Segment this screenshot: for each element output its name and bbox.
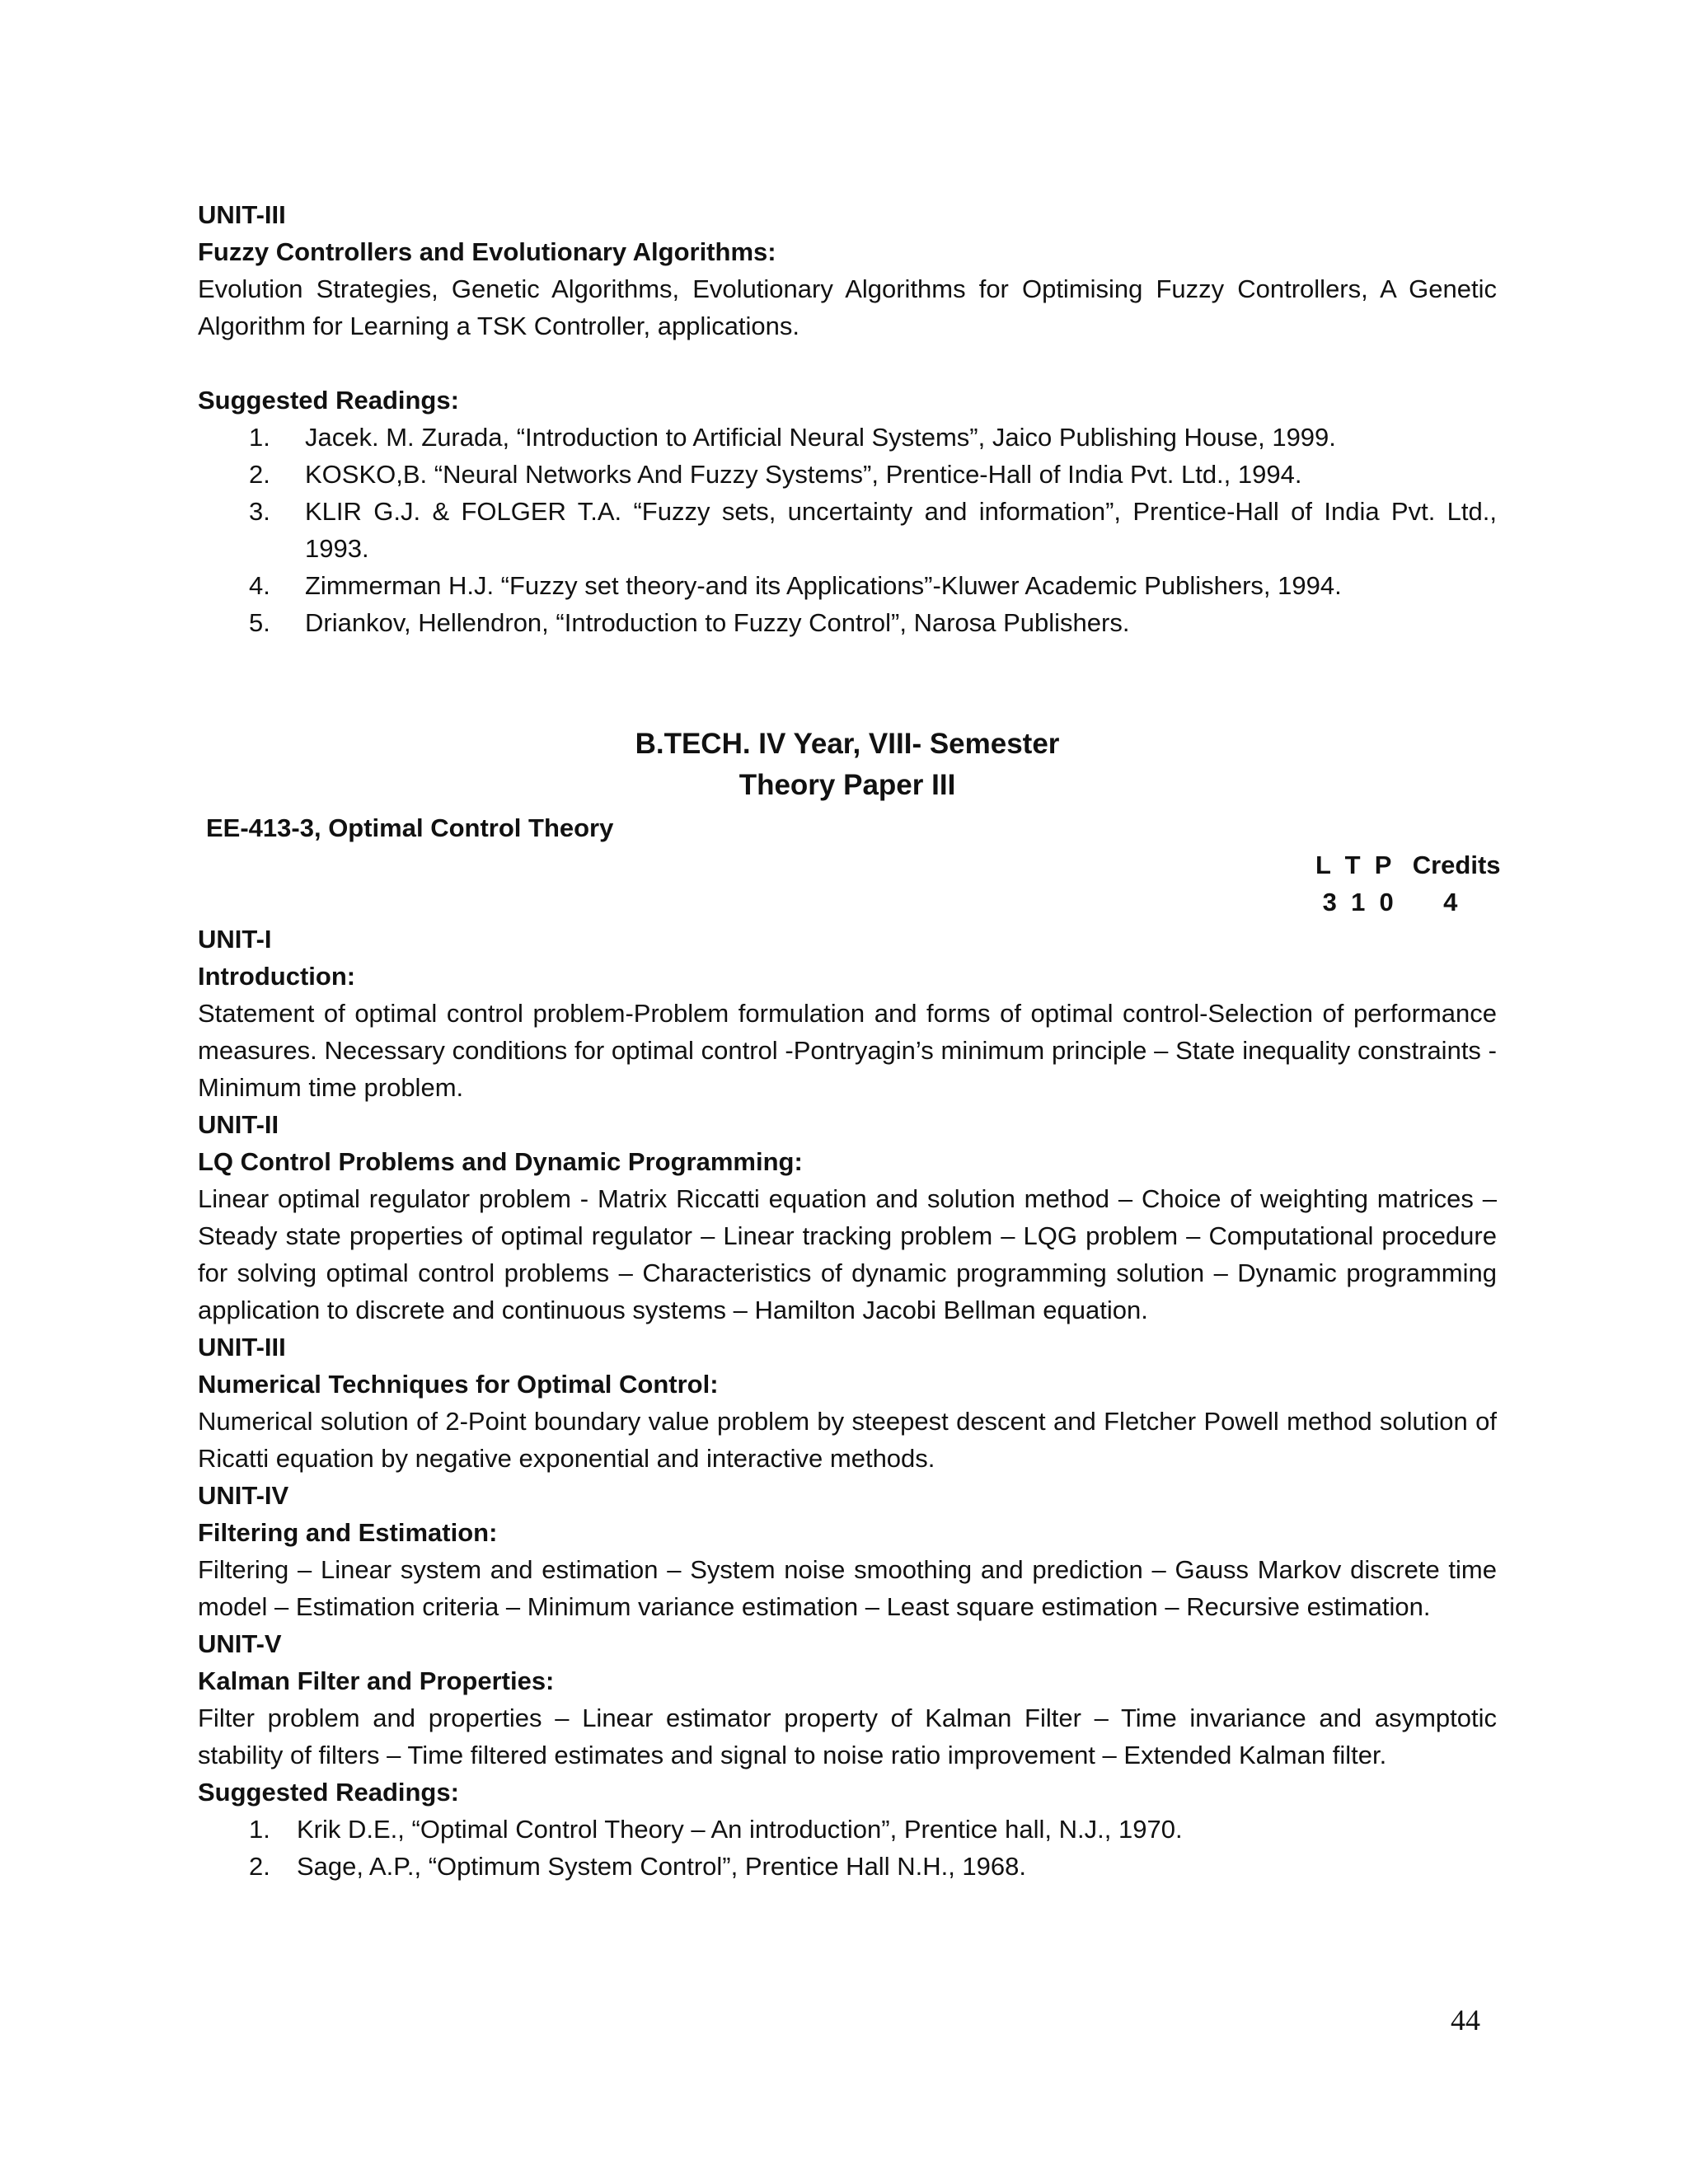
unit-4-label: UNIT-IV [198, 1481, 289, 1510]
readings-1-list [198, 419, 1497, 641]
unit-2-label: UNIT-II [198, 1110, 279, 1139]
course-title: EE-413-3, Optimal Control Theory [206, 813, 614, 842]
unit-1-label: UNIT-I [198, 925, 272, 954]
ltp-values: 3 1 0 4 [1315, 888, 1458, 916]
list-item: 1. Krik D.E., “Optimal Control Theory – An introduction”, Prentice hall, N.J., 1970. [249, 1815, 1183, 1844]
list-item: 2. KOSKO,B. “Neural Networks And Fuzzy Systems”, Prentice-Hall of India Pvt. Ltd., 1994. [249, 460, 1302, 489]
unit-2-body: Linear optimal regulator problem - Matrix Riccatti equation and solution method – Choice of weighting matrices – Steady state properties of optimal regulator – Linear tracking problem – LQG problem – Computational procedure for solving optimal control problems – Characteristics of dynamic programming solution – Dynamic programming application to discrete and continuous systems – Hamilton Jacobi Bellman equation. [198, 1184, 1497, 1324]
document-page [198, 196, 1501, 1885]
list-item: 3. KLIR G.J. & FOLGER T.A. “Fuzzy sets, uncertainty and information”, Prentice-Hall of India Pvt. Ltd., 1993. [249, 497, 1497, 563]
paper-heading: Theory Paper III [738, 769, 956, 801]
ltp-header: L T P Credits [1315, 851, 1501, 879]
unit-2-title: LQ Control Problems and Dynamic Programming: [198, 1147, 803, 1176]
unit-5-title: Kalman Filter and Properties: [198, 1666, 555, 1695]
unit-4-body: Filtering – Linear system and estimation – System noise smoothing and prediction – Gauss Markov discrete time model – Estimation criteria – Minimum variance estimation – Least square estimation – Recursive estimation. [198, 1555, 1497, 1621]
list-item: 5. Driankov, Hellendron, “Introduction to Fuzzy Control”, Narosa Publishers. [249, 608, 1130, 637]
readings-2-list [198, 1811, 1497, 1885]
list-item: 2. Sage, A.P., “Optimum System Control”, Prentice Hall N.H., 1968. [249, 1852, 1026, 1881]
unit-1-title: Introduction: [198, 962, 356, 991]
unit-5-label: UNIT-V [198, 1629, 282, 1658]
unit-3b-title: Numerical Techniques for Optimal Control: [198, 1370, 719, 1399]
unit-3b-label: UNIT-III [198, 1333, 286, 1361]
page-number: 44 [1451, 2004, 1480, 2036]
unit-5-body: Filter problem and properties – Linear estimator property of Kalman Filter – Time invariance and asymptotic stability of filters – Time filtered estimates and signal to noise ratio improvement – Extended Kalman filter. [198, 1704, 1497, 1769]
unit-1-body: Statement of optimal control problem-Problem formulation and forms of optimal control-Selection of performance measures. Necessary conditions for optimal control -Pontryagin’s minimum principle – State inequality constraints - Minimum time problem. [198, 999, 1497, 1102]
unit-3b-body: Numerical solution of 2-Point boundary value problem by steepest descent and Fletcher Powell method solution of Ricatti equation by negative exponential and interactive methods. [198, 1407, 1497, 1473]
unit-3a-body: Evolution Strategies, Genetic Algorithms, Evolutionary Algorithms for Optimising Fuzzy Controllers, A Genetic Algorithm for Learning a TSK Controller, applications. [198, 274, 1497, 340]
readings-1-title: Suggested Readings: [198, 386, 459, 415]
unit-4-title: Filtering and Estimation: [198, 1518, 498, 1547]
list-item: 4. Zimmerman H.J. “Fuzzy set theory-and its Applications”-Kluwer Academic Publishers, 1994. [249, 571, 1342, 600]
unit-3a-label: UNIT-III [198, 200, 286, 229]
semester-heading: B.TECH. IV Year, VIII- Semester [635, 728, 1060, 760]
readings-2-title: Suggested Readings: [198, 1778, 459, 1807]
list-item: 1. Jacek. M. Zurada, “Introduction to Artificial Neural Systems”, Jaico Publishing House, 1999. [249, 423, 1336, 452]
unit-3a-title: Fuzzy Controllers and Evolutionary Algorithms: [198, 237, 776, 266]
